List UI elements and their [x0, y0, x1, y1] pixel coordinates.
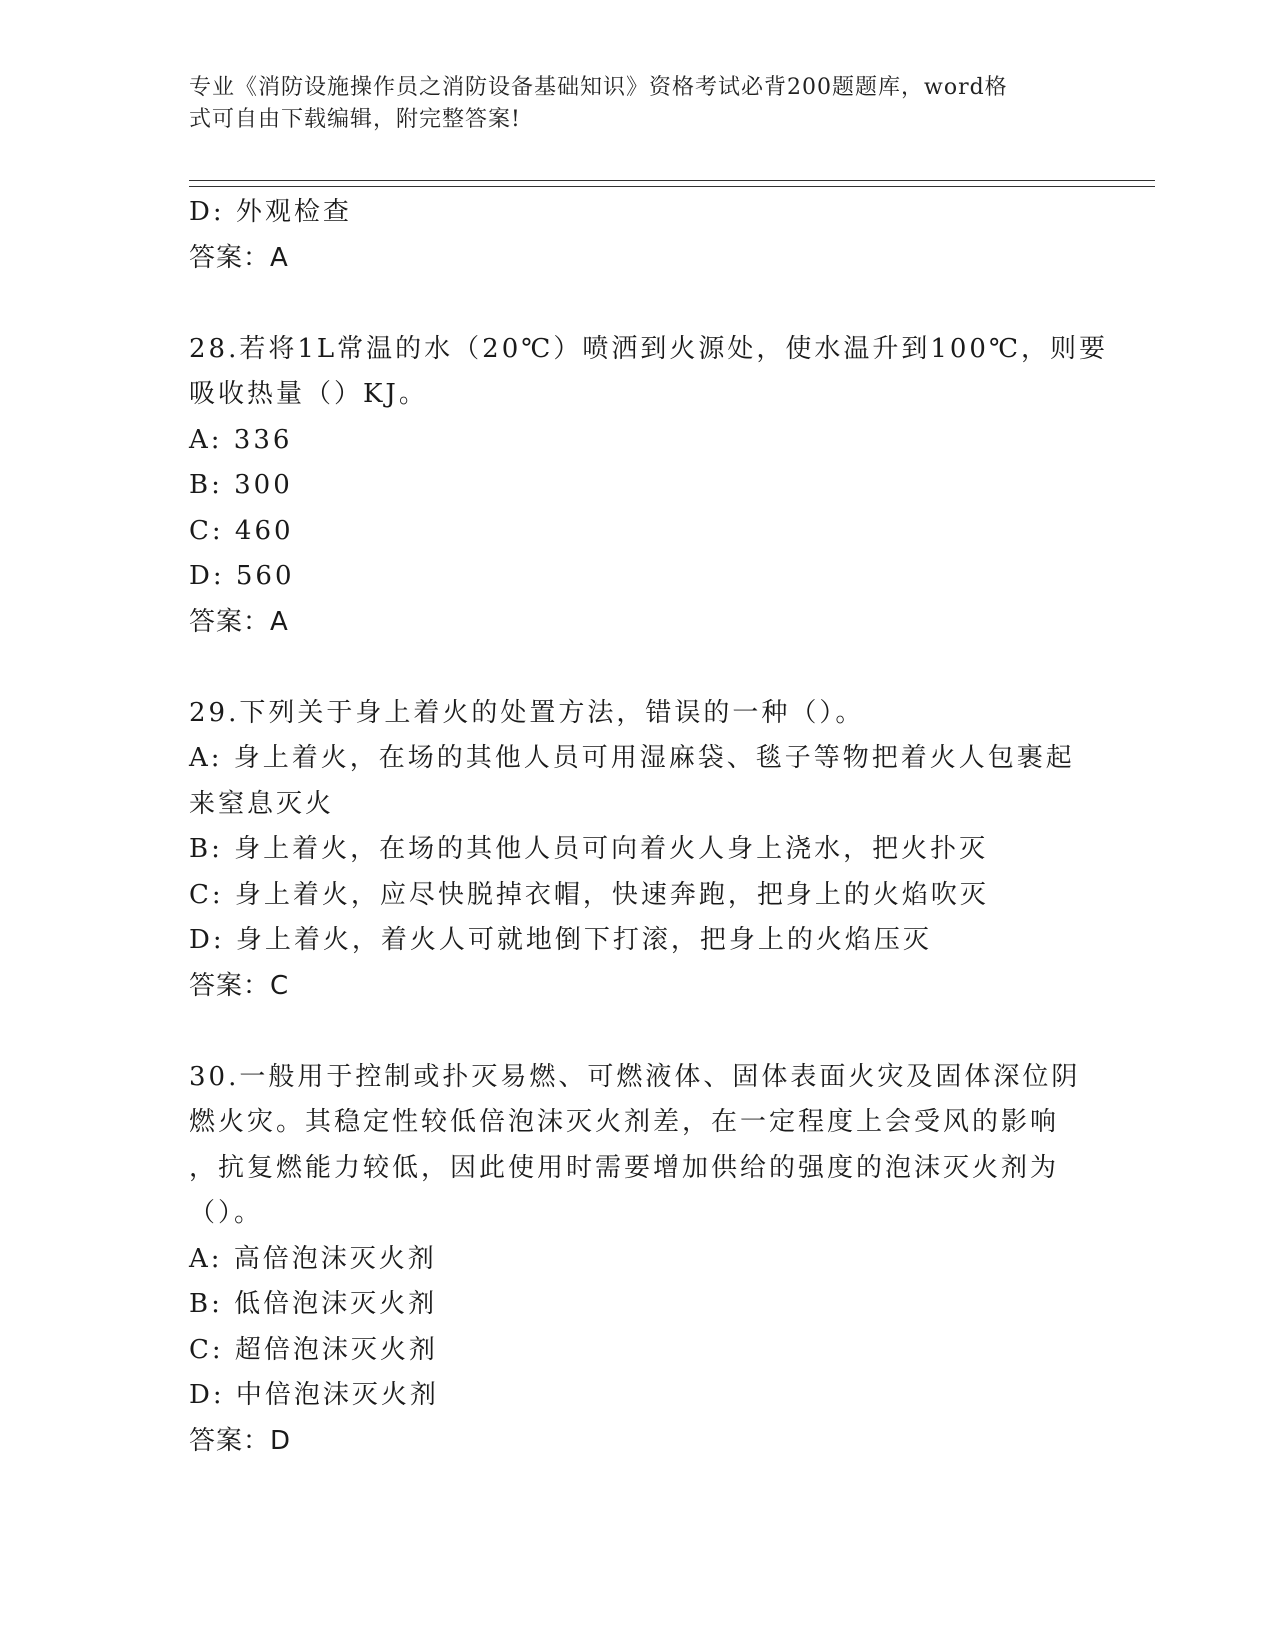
- header-line-1: 专业《消防设施操作员之消防设备基础知识》资格考试必背200题题库，word格: [189, 75, 1008, 100]
- question-stem: 30.一般用于控制或扑灭易燃、可燃液体、固体表面火灾及固体深位阴: [189, 1061, 1081, 1092]
- question-stem: 28.若将1L常温的水（20℃）喷洒到火源处，使水温升到100℃，则要: [189, 333, 1109, 364]
- answer-label: 答案：A: [189, 606, 289, 637]
- option-c: C: 460: [189, 515, 294, 546]
- spacer: [189, 1009, 1089, 1055]
- question-stem: 29.下列关于身上着火的处置方法，错误的一种（）。: [189, 697, 865, 728]
- option-a: A: 336: [189, 424, 293, 455]
- option-a: A: 高倍泡沫灭火剂: [189, 1243, 437, 1274]
- option-c: C: 身上着火，应尽快脱掉衣帽，快速奔跑，把身上的火焰吹灭: [189, 879, 989, 910]
- option-b: B: 身上着火，在场的其他人员可向着火人身上浇水，把火扑灭: [189, 834, 989, 864]
- option-b: B: 低倍泡沫灭火剂: [189, 1289, 438, 1319]
- question-stem: 燃火灾。其稳定性较低倍泡沫灭火剂差，在一定程度上会受风的影响: [189, 1107, 1060, 1137]
- option-a-continued: 来窒息灭火: [189, 788, 335, 819]
- spacer: [189, 281, 1089, 327]
- header-divider: [189, 180, 1155, 187]
- option-d: D: 身上着火，着火人可就地倒下打滚，把身上的火焰压灭: [189, 925, 932, 955]
- document-header: [189, 72, 1069, 136]
- question-stem: 吸收热量（）KJ。: [189, 379, 428, 409]
- header-line-2: 式可自由下载编辑，附完整答案!: [189, 107, 521, 132]
- question-29: [189, 691, 1089, 1010]
- option-b: B: 300: [189, 470, 293, 500]
- question-30: [189, 1055, 1089, 1465]
- question-stem: （）。: [189, 1198, 264, 1228]
- question-28: [189, 327, 1109, 646]
- answer-label: 答案：C: [189, 970, 290, 1001]
- option-d: D: 中倍泡沫灭火剂: [189, 1380, 439, 1410]
- spacer: [189, 645, 1089, 691]
- question-stem: ，抗复燃能力较低，因此使用时需要增加供给的强度的泡沫灭火剂为: [189, 1152, 1060, 1183]
- answer-label: 答案：D: [189, 1425, 292, 1456]
- option-a: A: 身上着火，在场的其他人员可用湿麻袋、毯子等物把着火人包裹起: [189, 743, 1075, 773]
- option-c: C: 超倍泡沫灭火剂: [189, 1334, 438, 1365]
- option-d: D: 外观检查: [189, 197, 352, 227]
- question-content: [189, 190, 1109, 1464]
- answer-label: 答案：A: [189, 242, 289, 273]
- option-d: D: 560: [189, 561, 295, 591]
